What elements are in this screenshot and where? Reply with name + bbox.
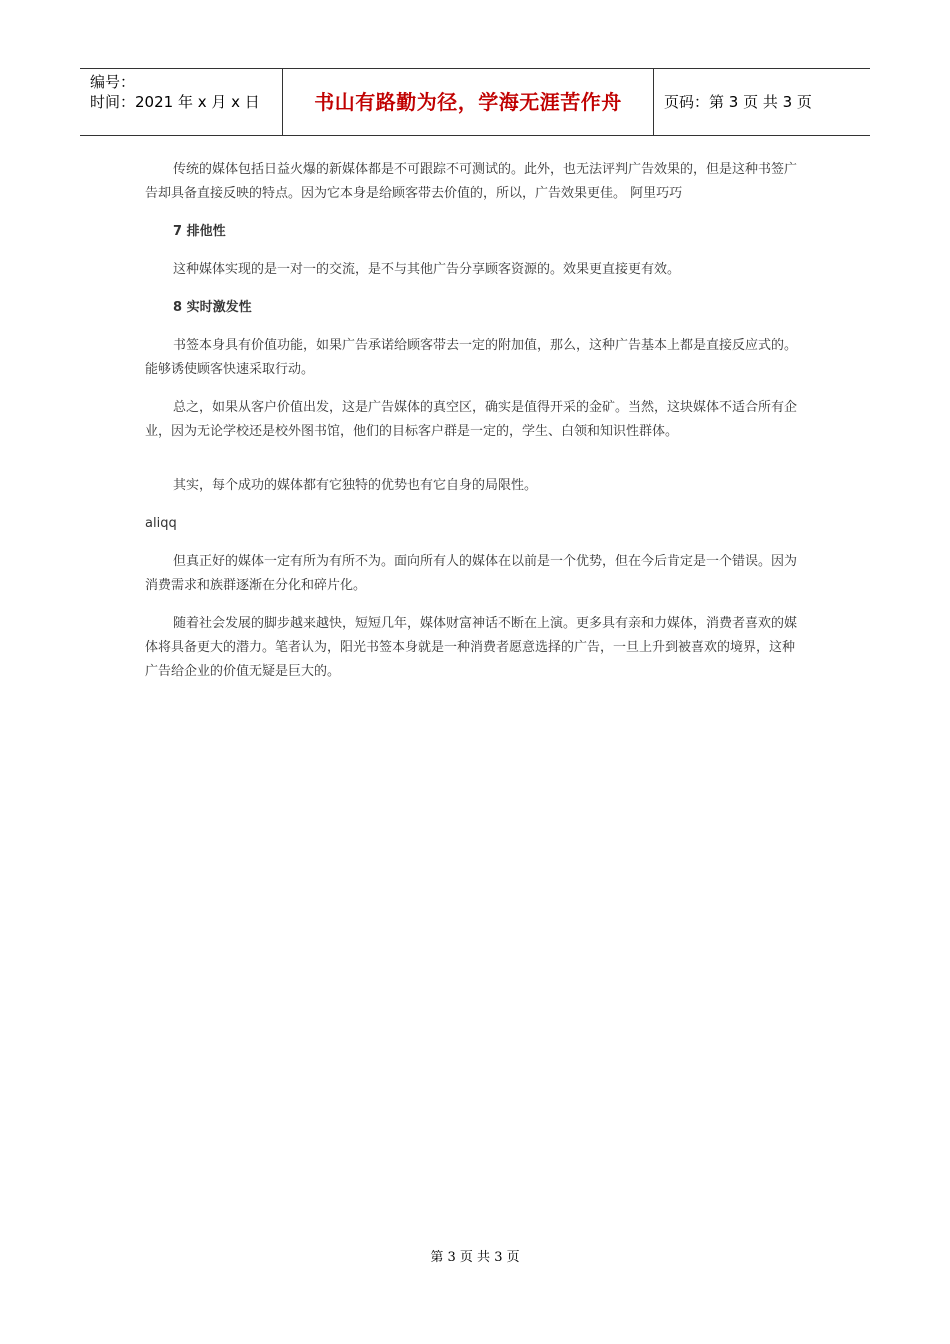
paragraph: aliqq	[145, 516, 177, 531]
page-footer: 第 3 页 共 3 页	[430, 1250, 520, 1265]
paragraph: 总之，如果从客户价值出发，这是广告媒体的真空区，确实是值得开采的金矿。当然，这块媒体不适合所有企业，因为无论学校还是校外图书馆，他们的目标客户群是一定的，学生、白领和知识性群体。	[145, 400, 798, 439]
document-body	[145, 158, 805, 698]
number-label: 编号：	[90, 73, 136, 91]
time-label: 时间：2021 年 x 月 x 日	[90, 93, 260, 111]
paragraph: 这种媒体实现的是一对一的交流，是不与其他广告分享顾客资源的。效果更直接更有效。	[173, 262, 681, 277]
header-meta	[80, 69, 282, 135]
section-heading-8: 8 实时激发性	[173, 300, 252, 315]
page-header	[80, 68, 870, 136]
paragraph: 但真正好的媒体一定有所为有所不为。面向所有人的媒体在以前是一个优势，但在今后肯定是一个错误。因为消费需求和族群逐渐在分化和碎片化。	[145, 554, 798, 593]
paragraph: 随着社会发展的脚步越来越快，短短几年，媒体财富神话不断在上演。更多具有亲和力媒体，消费者喜欢的媒体将具备更大的潜力。笔者认为，阳光书签本身就是一种消费者愿意选择的广告，一旦上升到被喜欢的境界，这种广告给企业的价值无疑是巨大的。	[145, 616, 798, 679]
paragraph: 其实，每个成功的媒体都有它独特的优势也有它自身的局限性。	[173, 478, 538, 493]
header-page-label: 页码：第 3 页 共 3 页	[664, 93, 812, 111]
header-motto: 书山有路勤为径，学海无涯苦作舟	[282, 69, 654, 135]
paragraph: 传统的媒体包括日益火爆的新媒体都是不可跟踪不可测试的。此外，也无法评判广告效果的，但是这种书签广告却具备直接反映的特点。因为它本身是给顾客带去价值的，所以，广告效果更佳。 阿里巧巧	[145, 162, 798, 201]
section-heading-7: 7 排他性	[173, 224, 226, 239]
paragraph: 书签本身具有价值功能，如果广告承诺给顾客带去一定的附加值，那么，这种广告基本上都是直接反应式的。能够诱使顾客快速采取行动。	[145, 338, 798, 377]
